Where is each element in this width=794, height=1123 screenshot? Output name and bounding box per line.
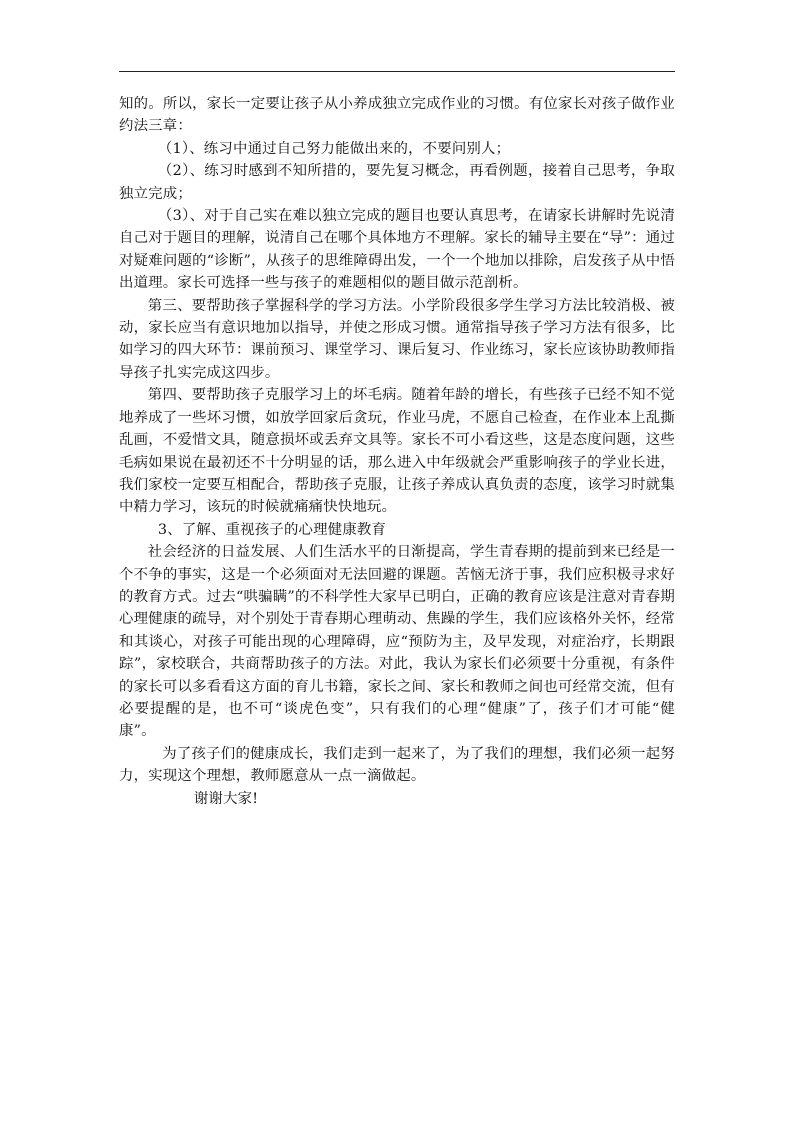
thanks-line: 谢谢大家! <box>193 790 259 807</box>
rule-item-2: （2）、练习时感到不知所措的，要先复习概念，再看例题，接着自己思考，争取独立完成； <box>119 163 675 202</box>
paragraph-fourth: 第四、要帮助孩子克服学习上的坏毛病。随着年龄的增长，有些孩子已经不知不觉地养成了一些坏习惯，如放学回家后贪玩，作业马虎，不愿自己检查，在作业本上乱撕乱画，不爱惜文具，随意损坏或丢弃文具等。家长不可小看这些，这是态度问题，这些毛病如果说在最初还不十分明显的话，那么进入中年级就会严重影响孩子的学业长进，我们家校一定要互相配合，帮助孩子克服，让孩子养成认真负责的态度，该学习时就集中精力学习，该玩的时候就痛痛快快地玩。 <box>119 387 675 516</box>
paragraph-third: 第三、要帮助孩子掌握科学的学习方法。小学阶段很多学生学习方法比较消极、被动，家长应当有意识地加以指导，并使之形成习惯。通常指导孩子学习方法有很多，比如学习的四大环节：课前预习、课堂学习、课后复习、作业练习，家长应该协助教师指导孩子扎实完成这四步。 <box>119 297 675 381</box>
header-rule <box>119 71 675 72</box>
rule-item-1: （1）、练习中通过自己努力能做出来的，不要问别人； <box>157 140 511 157</box>
rule-item-3: （3）、对于自己实在难以独立完成的题目也要认真思考，在请家长讲解时先说清自己对于题目的理解，说清自己在哪个具体地方不理解。家长的辅导主要在“导”：通过对疑难问题的“诊断”，从孩子的思维障碍出发，一个一个地加以排除，启发孩子从中悟出道理。家长可选择一些与孩子的难题相似的题目做示范剖析。 <box>119 208 675 292</box>
paragraph-closing: 为了孩子们的健康成长，我们走到一起来了，为了我们的理想，我们必须一起努力，实现这个理想，教师愿意从一点一滴做起。 <box>119 745 675 785</box>
document-body <box>119 93 675 810</box>
paragraph-intro: 知的。所以，家长一定要让孩子从小养成独立完成作业的习惯。有位家长对孩子做作业约法三章： <box>119 96 675 135</box>
paragraph-mental-health: 社会经济的日益发展、人们生活水平的日渐提高，学生青春期的提前到来已经是一个不争的事实，这是一个必须面对无法回避的课题。苦恼无济于事，我们应积极寻求好的教育方式。过去“哄骗瞒”的不科学性大家早已明白，正确的教育应该是注意对青春期心理健康的疏导，对个别处于青春期心理萌动、焦躁的学生，我们应该格外关怀，经常和其谈心，对孩子可能出现的心理障碍，应“预防为主，及早发现，对症治疗，长期跟踪”，家校联合，共商帮助孩子的方法。对此，我认为家长们必须要十分重视，有条件的家长可以多看看这方面的育儿书籍，家长之间、家长和教师之间也可经常交流，但有必要提醒的是，也不可“谈虎色变”，只有我们的心理“健康”了，孩子们才可能“健康”。 <box>119 544 675 740</box>
section-heading-3: 3、了解、重视孩子的心理健康教育 <box>157 521 387 538</box>
